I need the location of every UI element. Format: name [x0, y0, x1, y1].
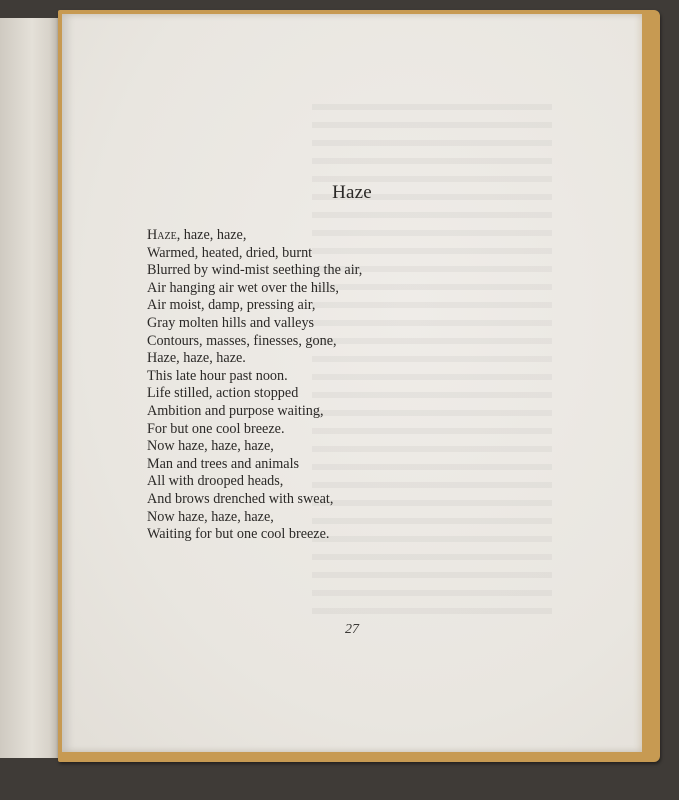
poem-line: Now haze, haze, haze,	[147, 438, 274, 455]
poem-line: Blurred by wind-mist seething the air,	[147, 262, 363, 279]
poem-line: Now haze, haze, haze,	[147, 508, 274, 525]
poem-body	[147, 227, 362, 544]
first-word: Haze	[147, 227, 177, 243]
poem-line: Air moist, damp, pressing air,	[147, 297, 316, 314]
poem-line: All with drooped heads,	[147, 473, 284, 490]
poem-line: Warmed, heated, dried, burnt	[147, 244, 313, 261]
poem-line: Man and trees and animals	[147, 455, 300, 472]
poem-line: Life stilled, action stopped	[147, 385, 299, 402]
facing-page-edge	[0, 18, 59, 758]
poem-line: For but one cool breeze.	[147, 420, 285, 437]
poem-line: And brows drenched with sweat,	[147, 490, 334, 507]
poem-line	[147, 227, 362, 245]
poem-line: Haze, haze, haze.	[147, 350, 246, 367]
poem-line: Waiting for but one cool breeze.	[147, 526, 330, 543]
poem-line: Contours, masses, finesses, gone,	[147, 332, 337, 349]
poem-line: This late hour past noon.	[147, 367, 288, 384]
first-line-rest: , haze, haze,	[176, 227, 247, 243]
book-page	[62, 14, 642, 752]
poem-line: Air hanging air wet over the hills,	[147, 279, 339, 296]
poem-line: Gray molten hills and valleys	[147, 314, 315, 331]
page-number: 27	[345, 622, 359, 637]
poem-line: Ambition and purpose waiting,	[147, 402, 324, 419]
poem-title: Haze	[332, 182, 372, 203]
